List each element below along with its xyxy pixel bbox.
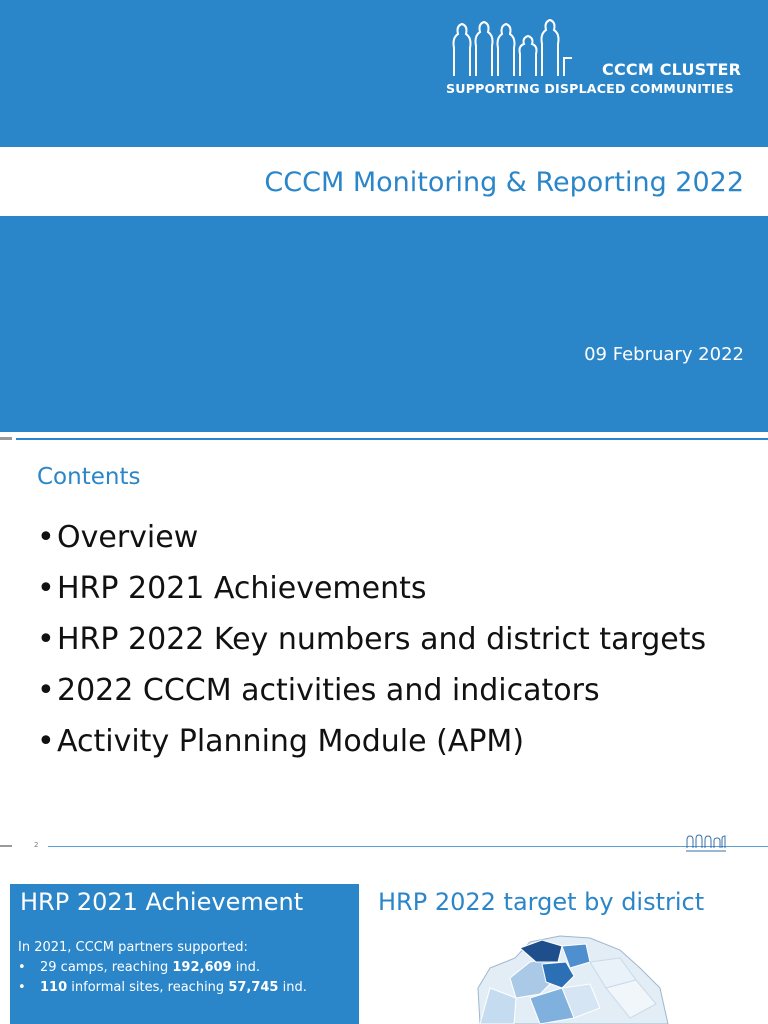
title-band <box>0 147 768 216</box>
slide-divider-tick <box>0 437 12 440</box>
list-item: •HRP 2022 Key numbers and district targets <box>37 622 707 657</box>
slide-footer-tick <box>0 845 12 847</box>
cccm-mini-logo-icon <box>684 832 728 854</box>
slide-footer-rule <box>48 846 768 847</box>
presentation-title: CCCM Monitoring & Reporting 2022 <box>264 167 744 198</box>
achievement-intro: In 2021, CCCM partners supported: <box>18 940 248 955</box>
contents-heading: Contents <box>37 464 141 490</box>
title-slide-header <box>0 0 768 147</box>
list-item: •2022 CCCM activities and indicators <box>37 673 600 708</box>
target-by-district-title: HRP 2022 target by district <box>378 888 705 916</box>
district-map <box>470 928 670 1024</box>
slide-divider <box>16 438 768 440</box>
achievement-line-sites: • 110 informal sites, reaching 57,745 ind. <box>18 980 307 995</box>
logo-name: CCCM CLUSTER <box>602 60 742 79</box>
achievement-panel <box>10 884 359 1024</box>
presentation-date: 09 February 2022 <box>584 344 744 365</box>
list-item: •Overview <box>37 520 199 555</box>
achievement-line-camps: • 29 camps, reaching 192,609 ind. <box>18 960 260 975</box>
page-number: 2 <box>34 841 39 849</box>
contents-list <box>37 512 706 767</box>
achievement-title: HRP 2021 Achievement <box>20 888 304 916</box>
list-item: •Activity Planning Module (APM) <box>37 724 525 759</box>
cccm-cluster-logo <box>446 18 752 102</box>
logo-tagline: SUPPORTING DISPLACED COMMUNITIES <box>446 81 734 96</box>
list-item: •HRP 2021 Achievements <box>37 571 427 606</box>
title-slide-footer <box>0 216 768 432</box>
people-silhouette-icon <box>446 18 576 78</box>
